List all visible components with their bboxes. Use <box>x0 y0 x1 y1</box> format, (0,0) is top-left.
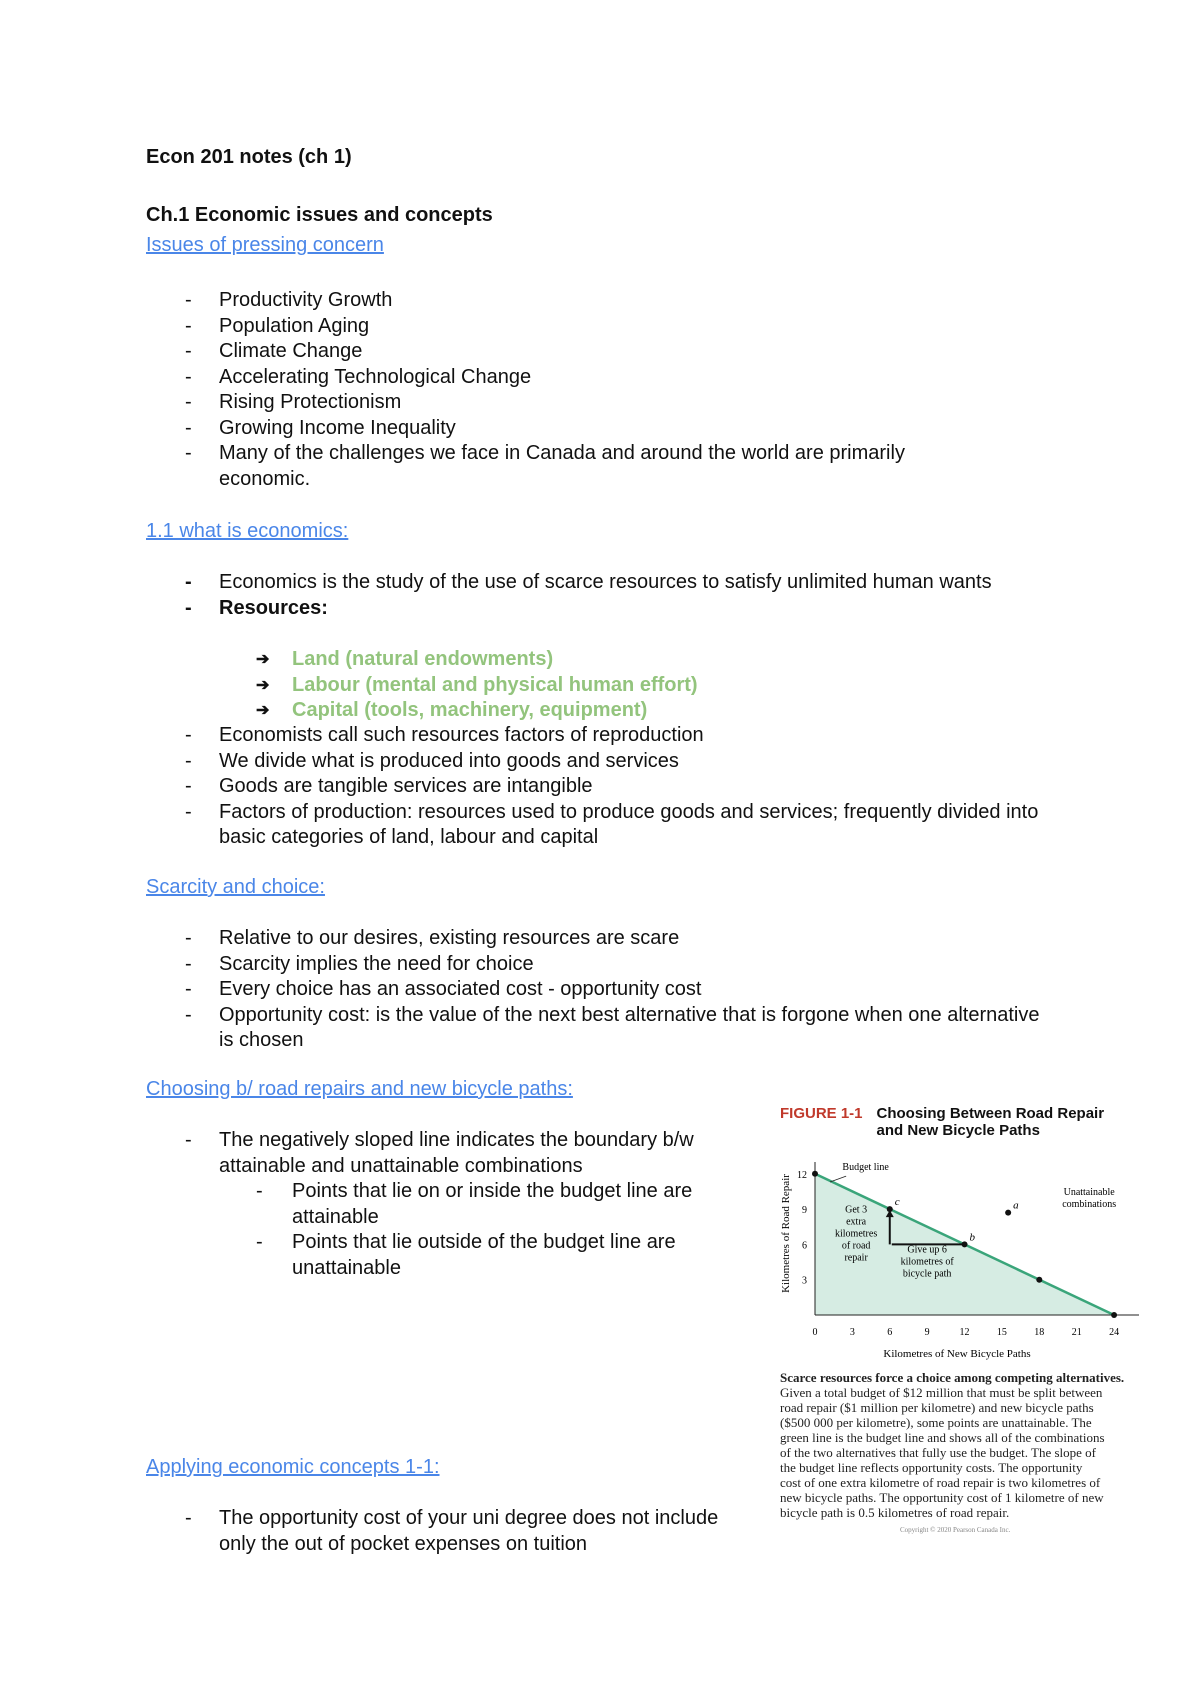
list-item: - Accelerating Technological Change <box>146 365 1046 391</box>
x-tick-label: 9 <box>924 1327 930 1338</box>
caption-line: green line is the budget line and shows all of the combinations <box>780 1430 1105 1445</box>
y-tick-label: 12 <box>797 1169 807 1181</box>
caption-line: Given a total budget of $12 million that must be split between <box>780 1385 1103 1400</box>
point-label: c <box>894 1196 900 1209</box>
choosing-sublist <box>146 1179 726 1281</box>
unattainable-label: Unattainable <box>1063 1186 1115 1198</box>
caption-line: ($500 000 per kilometre), some points are unattainable. The <box>780 1415 1092 1430</box>
get-three-label: extra <box>846 1216 867 1228</box>
data-point <box>812 1171 818 1177</box>
x-tick-label: 6 <box>887 1327 893 1338</box>
list-item: - Resources: <box>146 596 1046 622</box>
issues-list <box>146 288 1046 492</box>
resource-item: ➔ Labour (mental and physical human effort) <box>146 673 698 699</box>
give-up-label: bicycle path <box>902 1268 952 1280</box>
section-heading-issues[interactable]: Issues of pressing concern <box>146 234 384 256</box>
figure-number: FIGURE 1-1 <box>780 1105 863 1122</box>
y-tick-label: 3 <box>802 1275 807 1287</box>
list-item: - Many of the challenges we face in Canada and around the world are primarily economic. <box>146 441 999 492</box>
section-heading-choosing[interactable]: Choosing b/ road repairs and new bicycle paths: <box>146 1078 573 1100</box>
get-three-label: Get 3 <box>845 1204 868 1216</box>
caption-line: new bicycle paths. The opportunity cost of 1 kilometre of new <box>780 1490 1104 1505</box>
choosing-list <box>146 1128 726 1179</box>
chapter-heading: Ch.1 Economic issues and concepts <box>146 204 493 226</box>
list-item: - Climate Change <box>146 339 1046 365</box>
what-is-list <box>146 570 1046 621</box>
get-three-label: repair <box>844 1252 868 1264</box>
get-three-label: kilometres <box>835 1228 878 1240</box>
list-item: - Economics is the study of the use of scarce resources to satisfy unlimited human wants <box>146 570 1059 596</box>
figure-title-line: Choosing Between Road Repair <box>876 1105 1105 1122</box>
list-item: - The opportunity cost of your uni degree does not include only the out of pocket expenses on tuition <box>146 1506 726 1557</box>
list-item: - Factors of production: resources used to produce goods and services; frequently divided into basic categories of land, labour and capital <box>146 800 1059 851</box>
resource-item: ➔ Capital (tools, machinery, equipment) <box>146 698 698 724</box>
data-point <box>962 1241 968 1247</box>
caption-line: road repair ($1 million per kilometre) and new bicycle paths <box>780 1400 1094 1415</box>
budget-line-label: Budget line <box>842 1162 889 1174</box>
scarcity-list <box>146 926 1046 1054</box>
list-item: - The negatively sloped line indicates the boundary b/w attainable and unattainable combinations <box>146 1128 726 1179</box>
x-axis-label: Kilometres of New Bicycle Paths <box>883 1348 1031 1360</box>
list-item: - Scarcity implies the need for choice <box>146 952 1046 978</box>
list-item: - Growing Income Inequality <box>146 416 1046 442</box>
list-item: - Relative to our desires, existing resources are scare <box>146 926 1046 952</box>
give-up-label: kilometres of <box>900 1256 954 1268</box>
x-tick-label: 3 <box>849 1327 855 1338</box>
section-heading-applying[interactable]: Applying economic concepts 1-1: <box>146 1456 440 1478</box>
list-item: - We divide what is produced into goods and services <box>146 749 1046 775</box>
unattainable-label: combinations <box>1062 1198 1117 1210</box>
data-point <box>1036 1277 1042 1283</box>
sub-list-item: - Points that lie on or inside the budget line are attainable <box>146 1179 726 1230</box>
x-tick-label: 24 <box>1109 1327 1120 1338</box>
point-label: b <box>969 1231 976 1244</box>
give-up-label: Give up 6 <box>907 1244 947 1256</box>
section-heading-what-is-economics[interactable]: 1.1 what is economics: <box>146 520 349 542</box>
caption-line: the budget line reflects opportunity costs. The opportunity <box>780 1460 1083 1475</box>
list-item: - Every choice has an associated cost - opportunity cost <box>146 977 1046 1003</box>
list-item: - Opportunity cost: is the value of the next best alternative that is forgone when one alternative is chosen <box>146 1003 1059 1054</box>
document-title: Econ 201 notes (ch 1) <box>146 146 352 168</box>
budget-line-chart <box>775 1150 1145 1370</box>
applying-list <box>146 1506 726 1557</box>
copyright: Copyright © 2020 Pearson Canada Inc. <box>900 1526 1011 1534</box>
x-tick-label: 12 <box>959 1327 970 1338</box>
figure-title-line: and New Bicycle Paths <box>876 1122 1040 1139</box>
resource-item: ➔ Land (natural endowments) <box>146 647 698 673</box>
sub-list-item: - Points that lie outside of the budget line are unattainable <box>146 1230 726 1281</box>
figure-caption <box>780 1370 1140 1538</box>
x-tick-label: 15 <box>996 1327 1007 1338</box>
figure-1-1 <box>780 1105 1140 1139</box>
what-is-list-2 <box>146 723 1046 851</box>
budget-line-pointer <box>830 1176 846 1182</box>
caption-line: bicycle path is 0.5 kilometres of road repair. <box>780 1505 1010 1520</box>
data-point <box>1111 1312 1117 1318</box>
get-three-label: of road <box>841 1240 871 1252</box>
x-tick-label: 21 <box>1071 1327 1082 1338</box>
y-tick-label: 6 <box>802 1240 807 1252</box>
list-item: - Rising Protectionism <box>146 390 1046 416</box>
data-point <box>887 1206 893 1212</box>
list-item: - Economists call such resources factors of reproduction <box>146 723 1046 749</box>
y-tick-label: 9 <box>802 1205 807 1217</box>
x-tick-label: 18 <box>1034 1327 1045 1338</box>
x-tick-label: 0 <box>812 1327 818 1338</box>
list-item: - Productivity Growth <box>146 288 1046 314</box>
y-axis-label: Kilometres of Road Repair <box>780 1174 792 1293</box>
section-heading-scarcity[interactable]: Scarcity and choice: <box>146 876 325 898</box>
caption-bold: Scarce resources force a choice among competing alternatives. <box>780 1370 1125 1385</box>
caption-line: cost of one extra kilometre of road repair is two kilometres of <box>780 1475 1101 1490</box>
caption-line: of the two alternatives that fully use the budget. The slope of <box>780 1445 1097 1460</box>
list-item: - Population Aging <box>146 314 1046 340</box>
resources-list <box>146 647 698 724</box>
data-point <box>1005 1210 1011 1216</box>
point-label: a <box>1013 1199 1019 1212</box>
list-item: - Goods are tangible services are intangible <box>146 774 1046 800</box>
